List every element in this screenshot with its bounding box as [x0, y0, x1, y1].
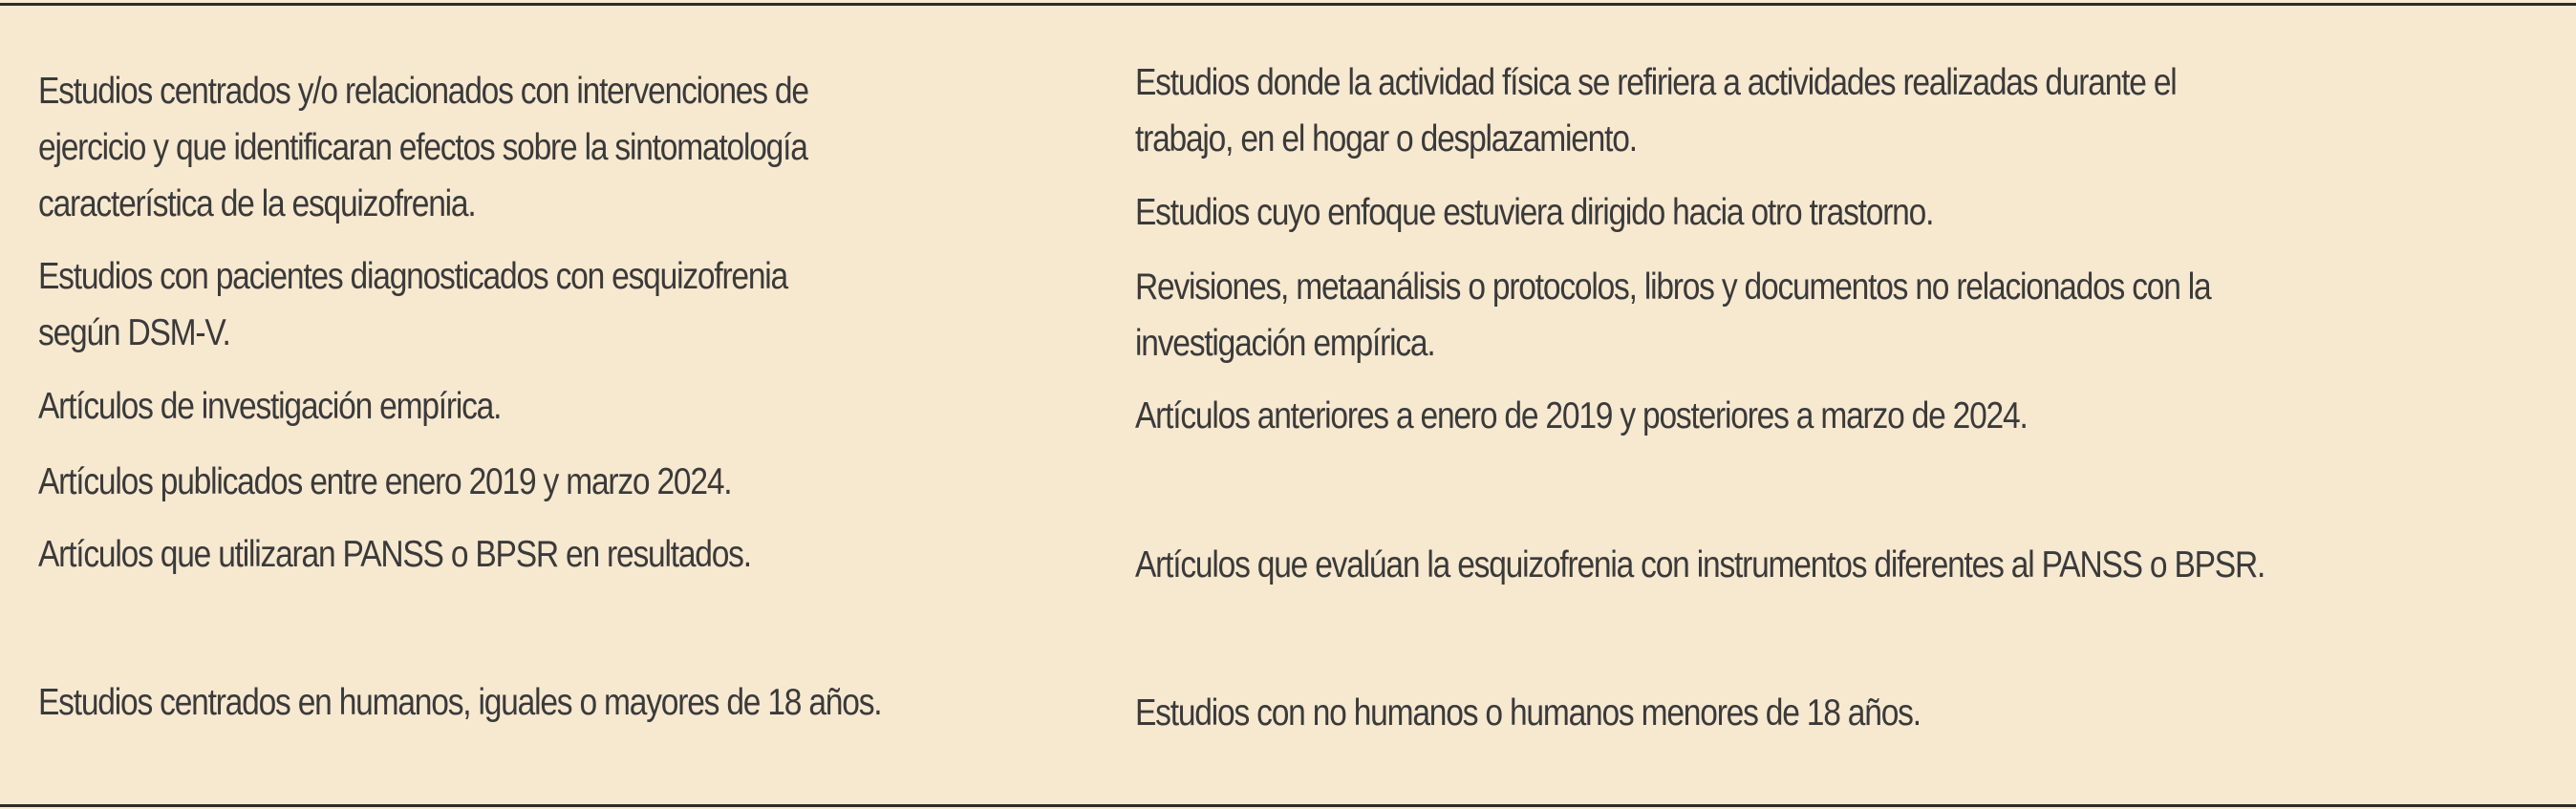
criterion-line: ejercicio y que identificaran efectos sobre la sintomatología [38, 127, 807, 168]
criterion-line: Artículos anteriores a enero de 2019 y posteriores a marzo de 2024. [1135, 395, 2028, 436]
criterion-line: Estudios con pacientes diagnosticados con esquizofrenia [38, 256, 788, 297]
inclusion-criterion-4 [38, 454, 731, 510]
criterion-line: Estudios centrados y/o relacionados con intervenciones de [38, 71, 808, 112]
exclusion-criterion-4 [1135, 388, 2028, 444]
criterion-line: Estudios centrados en humanos, iguales o mayores de 18 años. [38, 682, 882, 723]
exclusion-criterion-2 [1135, 184, 1933, 241]
inclusion-criterion-6 [38, 674, 881, 731]
criterion-line: según DSM-V. [38, 312, 230, 353]
criterion-line: Artículos publicados entre enero 2019 y marzo 2024. [38, 461, 732, 502]
table-bottom-rule [0, 804, 2576, 807]
inclusion-criterion-1 [38, 63, 808, 232]
criterion-line: investigación empírica. [1135, 323, 1435, 364]
criterion-line: Artículos que utilizaran PANSS o BPSR en resultados. [38, 534, 751, 575]
exclusion-criterion-1 [1135, 54, 2177, 167]
criterion-line: Artículos de investigación empírica. [38, 386, 502, 427]
criterion-line: Estudios con no humanos o humanos menores de 18 años. [1135, 692, 1921, 734]
exclusion-criterion-5 [1135, 537, 2265, 593]
criterion-line: trabajo, en el hogar o desplazamiento. [1135, 118, 1637, 160]
inclusion-criterion-3 [38, 378, 501, 435]
criterion-line: Estudios cuyo enfoque estuviera dirigido hacia otro trastorno. [1135, 192, 1934, 233]
inclusion-criterion-2 [38, 248, 787, 361]
criterion-line: Revisiones, metaanálisis o protocolos, libros y documentos no relacionados con la [1135, 266, 2211, 308]
inclusion-criterion-5 [38, 526, 751, 583]
table-top-rule [0, 3, 2576, 6]
exclusion-criterion-3 [1135, 259, 2210, 372]
exclusion-criterion-6 [1135, 685, 1921, 741]
criterion-line: Artículos que evalúan la esquizofrenia con instrumentos diferentes al PANSS o BPSR. [1135, 544, 2265, 585]
criterion-line: Estudios donde la actividad física se refiriera a actividades realizadas durante el [1135, 62, 2177, 103]
criterion-line: característica de la esquizofrenia. [38, 183, 476, 224]
